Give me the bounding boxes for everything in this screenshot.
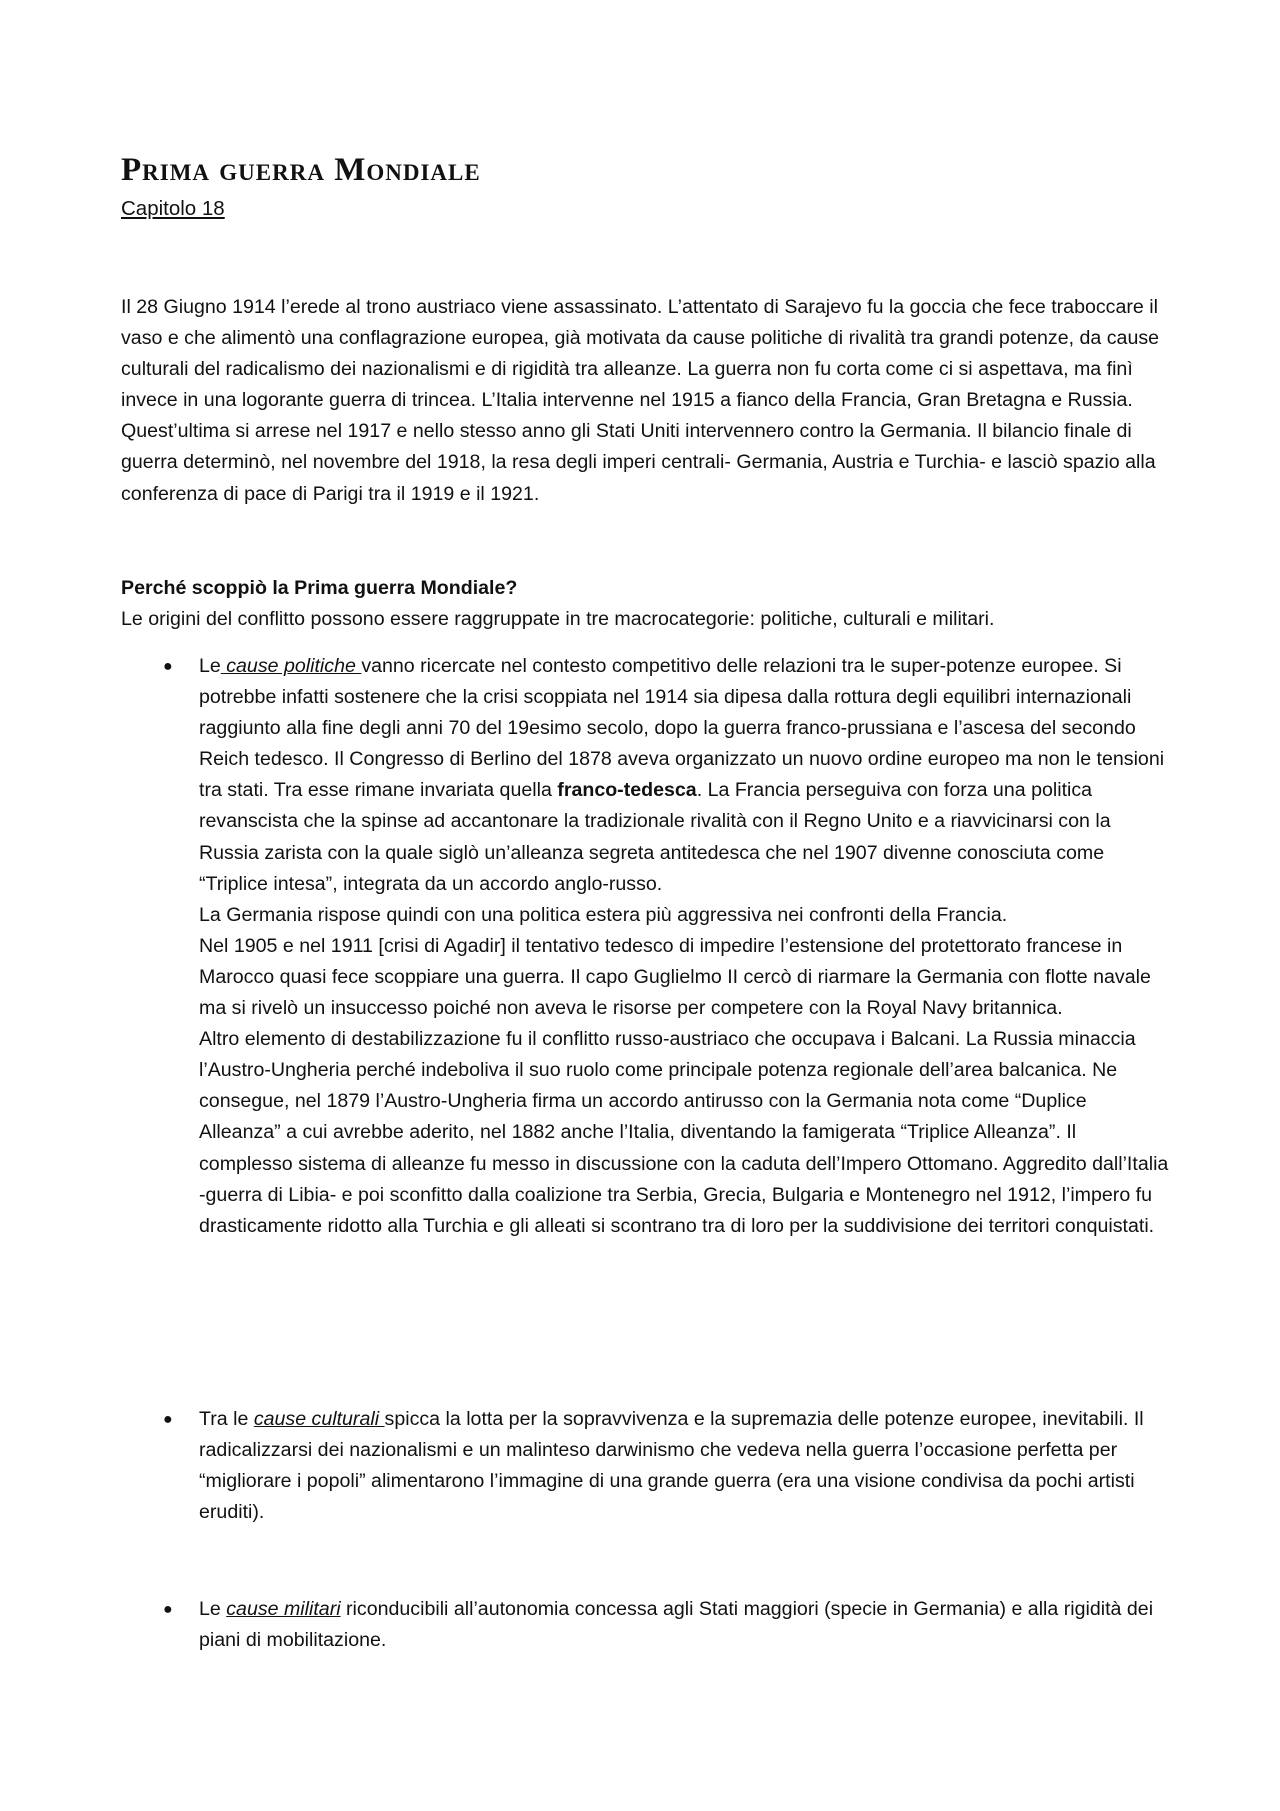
list-item-militari [199,1594,1169,1656]
list-item-culturali [199,1404,1169,1528]
bullet-icon: ● [163,1411,173,1428]
culturali-text: spicca la lotta per la sopravvivenza e la supremazia delle potenze europee, inevitabili. Il radicalizzarsi dei nazionalismi e un malinteso darwinismo che vedeva nella guerra l’occasione perfetta per “migliorare i popoli” alimentarono l’immagine di una grande guerra (era una visione condivisa da pochi artisti eruditi). [199,1408,1144,1524]
politiche-paragraph-4: Altro elemento di destabilizzazione fu il conflitto russo-austriaco che occupava i Balcani. La Russia minaccia l’Austro-Ungheria perché indeboliva il suo ruolo come principale potenza regionale dell’area balcanica. Ne consegue, nel 1879 l’Austro-Ungheria firma un accordo antirusso con la Germania nota come “Duplice Alleanza” a cui avrebbe aderito, nel 1882 anche l’Italia, diventando la famigerata “Triplice Alleanza”. Il complesso sistema di alleanze fu messo in discussione con la caduta dell’Impero Ottomano. Aggredito dall’Italia -guerra di Libia- e poi sconfitto dalla coalizione tra Serbia, Grecia, Bulgaria e Montenegro nel 1912, l’impero fu drasticamente ridotto alla Turchia e gli alleati si scontrano tra di loro per la suddivisione dei territori conquistati. [199,1028,1169,1237]
politiche-lead: Le [199,655,221,677]
section-intro: Le origini del conflitto possono essere raggruppate in tre macrocategorie: politiche, culturali e militari. [121,608,995,630]
militari-lead: Le [199,1598,227,1620]
militari-text: riconducibili all’autonomia concessa agli Stati maggiori (specie in Germania) e alla rigidità dei piani di mobilitazione. [199,1598,1154,1652]
politiche-term: cause politiche [220,655,362,677]
politiche-paragraph-3: Nel 1905 e nel 1911 [crisi di Agadir] il tentativo tedesco di impedire l’estensione del protettorato francese in Marocco quasi fece scoppiare una guerra. Il capo Guglielmo II cercò di riarmare la Germania con flotte navale ma si rivelò un insuccesso poiché non aveva le risorse per competere con la Royal Navy britannica. [199,934,1151,1020]
militari-paragraph [199,1594,1169,1656]
politiche-paragraph-1 [199,651,1169,900]
militari-term: cause militari [226,1598,341,1620]
chapter-label: Capitolo 18 [121,197,225,220]
bullet-icon: ● [163,658,173,675]
document-title: Prima guerra Mondiale [121,152,481,188]
politiche-bold: franco-tedesca [557,779,697,802]
section-heading: Perché scoppiò la Prima guerra Mondiale? [121,577,518,599]
politiche-text-b: . La Francia perseguiva con forza una politica revanscista che la spinse ad accantonare la tradizionale rivalità con il Regno Unito e a riavvicinarsi con la Russia zarista con la quale siglò un’alleanza segreta antitedesca che nel 1907 divenne conosciuta come “Triplice intesa”, integrata da un accordo anglo-russo. [199,779,1111,895]
bullet-icon: ● [163,1601,173,1618]
culturali-lead: Tra le [199,1408,254,1430]
intro-paragraph: Il 28 Giugno 1914 l’erede al trono austriaco viene assassinato. L’attentato di Sarajevo fu la goccia che fece traboccare il vaso e che alimentò una conflagrazione europea, già motivata da cause politiche di rivalità tra grandi potenze, da cause culturali del radicalismo dei nazionalismi e di rigidità tra alleanze. La guerra non fu corta come ci si aspettava, ma finì invece in una logorante guerra di trincea. L’Italia intervenne nel 1915 a fianco della Francia, Gran Bretagna e Russia. Quest’ultima si arrese nel 1917 e nello stesso anno gli Stati Uniti intervennero contro la Germania. Il bilancio finale di guerra determinò, nel novembre del 1918, la resa degli imperi centrali- Germania, Austria e Turchia- e lasciò spazio alla conferenza di pace di Parigi tra il 1919 e il 1921. [121,296,1160,505]
politiche-text-a: vanno ricercate nel contesto competitivo delle relazioni tra le super-potenze europee. Si potrebbe infatti sostenere che la crisi scoppiata nel 1914 sia dipesa dalla rottura degli equilibri internazionali raggiunto alla fine degli anni 70 del 19esimo secolo, dopo la guerra franco-prussiana e l’ascesa del secondo Reich tedesco. Il Congresso di Berlino del 1878 aveva organizzato un nuovo ordine europeo ma non le tensioni tra stati. Tra esse rimane invariata quella [199,655,1165,802]
culturali-paragraph [199,1404,1169,1528]
politiche-paragraph-2: La Germania rispose quindi con una politica estera più aggressiva nei confronti della Francia. [199,903,1008,926]
culturali-term: cause culturali [253,1408,385,1430]
list-item-politiche [199,651,1169,1242]
